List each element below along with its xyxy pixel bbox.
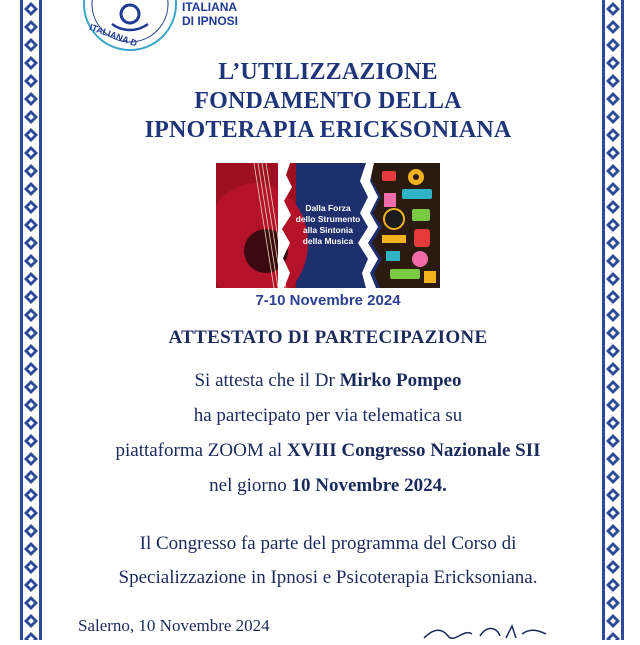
attestation-prefix: Si attesta che il Dr: [194, 370, 340, 391]
logo-wordmark: [182, 0, 238, 28]
poster-line-4: della Musica: [302, 236, 354, 246]
participation-date: 10 Novembre 2024.: [291, 475, 447, 496]
date-prefix: nel giorno: [209, 475, 292, 496]
left-decorative-border: [18, 0, 44, 640]
signature: [420, 624, 550, 640]
body-line-1: [60, 370, 596, 392]
body-line-3: [60, 440, 596, 462]
body-line-6: Specializzazione in Ipnosi e Psicoterapia Ericksoniana.: [118, 567, 538, 588]
certificate-heading: ATTESTATO DI PARTECIPAZIONE: [168, 327, 488, 348]
title-line-2: FONDAMENTO DELLA: [194, 88, 462, 114]
poster-line-2: dello Strumento: [295, 214, 361, 224]
title-line-3: IPNOTERAPIA ERICKSONIANA: [144, 117, 512, 143]
logo-line-1: ITALIANA: [182, 0, 238, 14]
place-and-date: Salerno, 10 Novembre 2024: [78, 616, 270, 635]
congress-poster-image: [216, 163, 440, 288]
congress-dates: 7-10 Novembre 2024: [255, 292, 401, 309]
society-logo: [82, 0, 178, 52]
body-line-2: ha partecipato per via telematica su: [193, 405, 463, 426]
body-line-4: [60, 475, 596, 497]
logo-line-2: DI IPNOSI: [182, 14, 239, 28]
poster-line-1: Dalla Forza: [305, 203, 351, 213]
participant-name: Mirko Pompeo: [339, 370, 462, 391]
congress-name: XVIII Congresso Nazionale SII: [286, 440, 541, 461]
platform-prefix: piattaforma ZOOM al: [115, 440, 287, 461]
body-line-5: Il Congresso fa parte del programma del Corso di: [139, 533, 517, 554]
poster-line-3: alla Sintonia: [302, 225, 354, 235]
logo-ring-text: ITALIANA D: [88, 21, 139, 49]
right-decorative-border: [600, 0, 626, 640]
title-line-1: L’UTILIZZAZIONE: [218, 59, 438, 85]
